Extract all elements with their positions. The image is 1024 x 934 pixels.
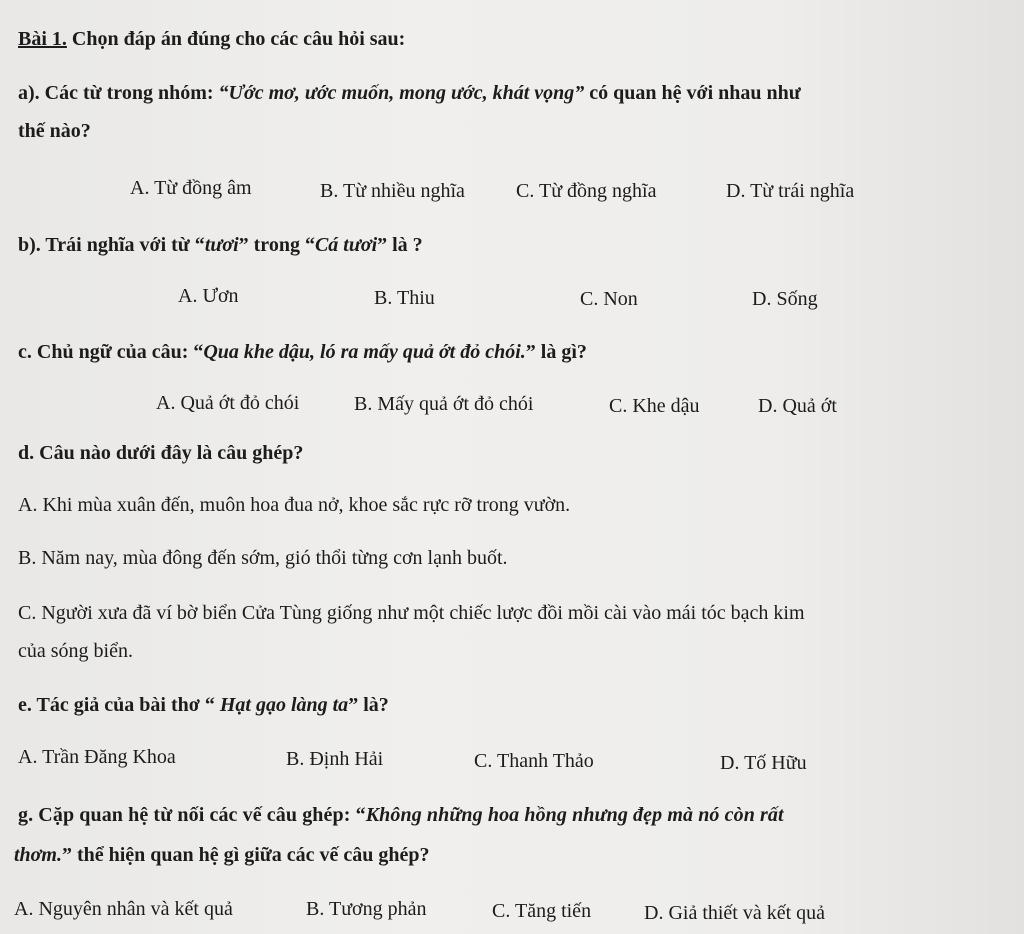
option-a-B[interactable]: B. Từ nhiều nghĩa: [320, 180, 465, 202]
question-e-quote: Hạt gạo làng ta: [219, 694, 349, 716]
question-g-quote-part2: thơm.: [14, 844, 62, 866]
option-e-B[interactable]: B. Định Hải: [286, 748, 384, 770]
option-g-C[interactable]: C. Tăng tiến: [492, 900, 592, 922]
question-e-prefix: e. Tác giả của bài thơ “: [18, 694, 220, 716]
option-g-D[interactable]: D. Giả thiết và kết quả: [644, 902, 826, 924]
question-b-word1: tươi: [204, 234, 239, 256]
option-d-B[interactable]: B. Năm nay, mùa đông đến sớm, gió thổi từng cơn lạnh buốt.: [18, 547, 508, 569]
question-g-line2: [14, 842, 430, 868]
question-b: [18, 232, 423, 258]
option-c-A[interactable]: A. Quả ớt đỏ chói: [156, 392, 300, 414]
question-a-suffix: có quan hệ với nhau như: [584, 82, 801, 104]
question-c-prefix: c. Chủ ngữ của câu: “: [18, 341, 204, 363]
option-d-C-cont: của sóng biển.: [18, 640, 133, 662]
option-e-D[interactable]: D. Tố Hữu: [720, 752, 807, 774]
option-g-A[interactable]: A. Nguyên nhân và kết quả: [14, 898, 233, 920]
question-b-part2: ” trong “: [238, 234, 315, 256]
option-c-B[interactable]: B. Mấy quả ớt đỏ chói: [354, 393, 534, 415]
exercise-number: Bài 1.: [18, 28, 67, 50]
option-b-C[interactable]: C. Non: [580, 288, 638, 310]
option-b-A[interactable]: A. Ươn: [178, 285, 239, 307]
exercise-instruction: Chọn đáp án đúng cho các câu hỏi sau:: [66, 28, 406, 50]
question-a-line2: thế nào?: [18, 120, 91, 142]
question-g-suffix: ” thể hiện quan hệ gì giữa các vế câu ghép?: [61, 844, 430, 866]
question-a-prefix: a). Các từ trong nhóm:: [18, 82, 219, 104]
option-a-A[interactable]: A. Từ đồng âm: [130, 177, 252, 199]
option-g-B[interactable]: B. Tương phản: [306, 898, 427, 920]
option-d-C[interactable]: C. Người xưa đã ví bờ biển Cửa Tùng giống như một chiếc lược đồi mồi cài vào mái tóc bạch kim: [18, 602, 805, 624]
option-b-B[interactable]: B. Thiu: [374, 287, 435, 309]
question-c-quote: Qua khe dậu, ló ra mấy quả ớt đỏ chói.: [203, 341, 526, 363]
question-e: [18, 692, 389, 718]
option-a-C[interactable]: C. Từ đồng nghĩa: [516, 180, 657, 202]
option-e-C[interactable]: C. Thanh Thảo: [474, 750, 594, 772]
question-c-suffix: ” là gì?: [525, 341, 587, 363]
question-b-part1: b). Trái nghĩa với từ “: [18, 234, 205, 256]
option-b-D[interactable]: D. Sống: [752, 288, 818, 310]
question-g-quote-part1: Không những hoa hồng nhưng đẹp mà nó còn rất: [365, 804, 784, 826]
question-d: d. Câu nào dưới đây là câu ghép?: [18, 442, 304, 464]
question-g: [18, 802, 784, 828]
question-a-quote: “Ước mơ, ước muốn, mong ước, khát vọng”: [218, 82, 585, 104]
exercise-title: [18, 26, 405, 52]
option-e-A[interactable]: A. Trần Đăng Khoa: [18, 746, 176, 768]
option-c-C[interactable]: C. Khe dậu: [609, 395, 700, 417]
question-b-word2: Cá tươi: [314, 234, 378, 256]
question-g-prefix: g. Cặp quan hệ từ nối các vế câu ghép: “: [18, 804, 366, 826]
question-a: [18, 80, 801, 106]
question-e-suffix: ” là?: [348, 694, 389, 716]
option-c-D[interactable]: D. Quả ớt: [758, 395, 837, 417]
question-b-part3: ” là ?: [377, 234, 423, 256]
option-d-A[interactable]: A. Khi mùa xuân đến, muôn hoa đua nở, khoe sắc rực rỡ trong vườn.: [18, 494, 571, 516]
option-a-D[interactable]: D. Từ trái nghĩa: [726, 180, 855, 202]
question-c: [18, 339, 587, 365]
